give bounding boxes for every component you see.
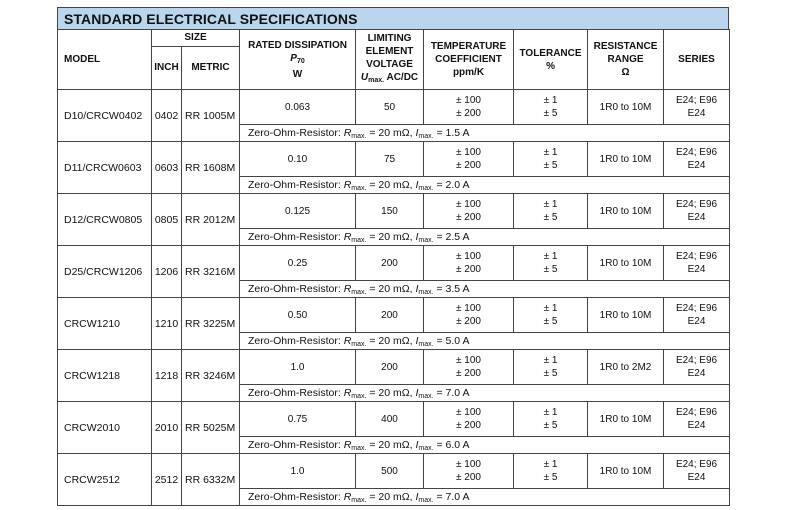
header-tolerance: TOLERANCE %: [514, 30, 588, 90]
voltage-cell: 150: [356, 194, 424, 229]
header-rated-dissipation: RATED DISSIPATION $P_{70}$ W: [240, 30, 356, 90]
metric-cell: RR 1005M: [182, 90, 240, 142]
table-row: [58, 402, 730, 437]
metric-cell: RR 1608M: [182, 142, 240, 194]
voltage-cell: 400: [356, 402, 424, 437]
model-cell: CRCW2010: [58, 402, 152, 454]
table-row: [58, 350, 730, 385]
power-cell: 0.75: [240, 402, 356, 437]
spec-table-body: [58, 90, 730, 506]
model-cell: CRCW2512: [58, 454, 152, 506]
zero-ohm-note: Zero-Ohm-Resistor: $R_{max.} = 20$ mΩ, $I_{max.} = 5.0$ A: [240, 333, 730, 350]
series-cell: E24; E96 E24: [664, 350, 730, 385]
inch-cell: 2512: [152, 454, 182, 506]
inch-cell: 1218: [152, 350, 182, 402]
tolerance-cell: ± 1 ± 5: [514, 402, 588, 437]
series-cell: E24; E96 E24: [664, 142, 730, 177]
header-inch: INCH: [152, 47, 182, 90]
zero-ohm-note: Zero-Ohm-Resistor: $R_{max.} = 20$ mΩ, $I_{max.} = 2.5$ A: [240, 229, 730, 246]
tolerance-cell: ± 1 ± 5: [514, 246, 588, 281]
series-cell: E24; E96 E24: [664, 454, 730, 489]
table-row: [58, 454, 730, 489]
range-cell: 1R0 to 10M: [588, 90, 664, 125]
model-cell: CRCW1210: [58, 298, 152, 350]
power-cell: 1.0: [240, 350, 356, 385]
metric-cell: RR 6332M: [182, 454, 240, 506]
tolerance-cell: ± 1 ± 5: [514, 194, 588, 229]
table-row: [58, 142, 730, 177]
header-series: SERIES: [664, 30, 730, 90]
power-cell: 1.0: [240, 454, 356, 489]
model-cell: CRCW1218: [58, 350, 152, 402]
table-row: [58, 298, 730, 333]
tcr-cell: ± 100 ± 200: [424, 90, 514, 125]
power-cell: 0.10: [240, 142, 356, 177]
header-temperature-coefficient: TEMPERATURE COEFFICIENT ppm/K: [424, 30, 514, 90]
metric-cell: RR 2012M: [182, 194, 240, 246]
table-row: [58, 90, 730, 125]
tcr-cell: ± 100 ± 200: [424, 246, 514, 281]
inch-cell: 1206: [152, 246, 182, 298]
metric-cell: RR 5025M: [182, 402, 240, 454]
model-cell: D12/CRCW0805: [58, 194, 152, 246]
range-cell: 1R0 to 10M: [588, 194, 664, 229]
model-cell: D10/CRCW0402: [58, 90, 152, 142]
zero-ohm-note: Zero-Ohm-Resistor: $R_{max.} = 20$ mΩ, $I_{max.} = 3.5$ A: [240, 281, 730, 298]
series-cell: E24; E96 E24: [664, 402, 730, 437]
zero-ohm-note: Zero-Ohm-Resistor: $R_{max.} = 20$ mΩ, $I_{max.} = 7.0$ A: [240, 489, 730, 506]
header-resistance-range: RESISTANCE RANGE Ω: [588, 30, 664, 90]
range-cell: 1R0 to 10M: [588, 402, 664, 437]
inch-cell: 0603: [152, 142, 182, 194]
tcr-cell: ± 100 ± 200: [424, 402, 514, 437]
tcr-cell: ± 100 ± 200: [424, 454, 514, 489]
power-cell: 0.25: [240, 246, 356, 281]
voltage-cell: 200: [356, 298, 424, 333]
table-title: STANDARD ELECTRICAL SPECIFICATIONS: [57, 7, 729, 29]
inch-cell: 0402: [152, 90, 182, 142]
table-row: [58, 246, 730, 281]
range-cell: 1R0 to 10M: [588, 454, 664, 489]
power-cell: 0.063: [240, 90, 356, 125]
voltage-cell: 200: [356, 246, 424, 281]
range-cell: 1R0 to 10M: [588, 246, 664, 281]
header-metric: METRIC: [182, 47, 240, 90]
spec-table: [57, 29, 730, 506]
spec-sheet: [57, 7, 729, 506]
range-cell: 1R0 to 2M2: [588, 350, 664, 385]
series-cell: E24; E96 E24: [664, 194, 730, 229]
zero-ohm-note: Zero-Ohm-Resistor: $R_{max.} = 20$ mΩ, $I_{max.} = 7.0$ A: [240, 385, 730, 402]
tcr-cell: ± 100 ± 200: [424, 194, 514, 229]
power-cell: 0.125: [240, 194, 356, 229]
inch-cell: 0805: [152, 194, 182, 246]
series-cell: E24; E96 E24: [664, 298, 730, 333]
range-cell: 1R0 to 10M: [588, 142, 664, 177]
metric-cell: RR 3246M: [182, 350, 240, 402]
tcr-cell: ± 100 ± 200: [424, 298, 514, 333]
voltage-cell: 200: [356, 350, 424, 385]
tolerance-cell: ± 1 ± 5: [514, 298, 588, 333]
metric-cell: RR 3225M: [182, 298, 240, 350]
series-cell: E24; E96 E24: [664, 246, 730, 281]
inch-cell: 1210: [152, 298, 182, 350]
tcr-cell: ± 100 ± 200: [424, 350, 514, 385]
tcr-cell: ± 100 ± 200: [424, 142, 514, 177]
header-limiting-voltage: LIMITING ELEMENT VOLTAGE $U_{max.}$ AC/DC: [356, 30, 424, 90]
tolerance-cell: ± 1 ± 5: [514, 142, 588, 177]
table-row: [58, 194, 730, 229]
header-model: MODEL: [58, 30, 152, 90]
header-size: SIZE: [152, 30, 240, 47]
model-cell: D11/CRCW0603: [58, 142, 152, 194]
series-cell: E24; E96 E24: [664, 90, 730, 125]
power-cell: 0.50: [240, 298, 356, 333]
tolerance-cell: ± 1 ± 5: [514, 454, 588, 489]
voltage-cell: 75: [356, 142, 424, 177]
zero-ohm-note: Zero-Ohm-Resistor: $R_{max.} = 20$ mΩ, $I_{max.} = 2.0$ A: [240, 177, 730, 194]
voltage-cell: 50: [356, 90, 424, 125]
inch-cell: 2010: [152, 402, 182, 454]
model-cell: D25/CRCW1206: [58, 246, 152, 298]
range-cell: 1R0 to 10M: [588, 298, 664, 333]
zero-ohm-note: Zero-Ohm-Resistor: $R_{max.} = 20$ mΩ, $I_{max.} = 6.0$ A: [240, 437, 730, 454]
tolerance-cell: ± 1 ± 5: [514, 90, 588, 125]
tolerance-cell: ± 1 ± 5: [514, 350, 588, 385]
voltage-cell: 500: [356, 454, 424, 489]
zero-ohm-note: Zero-Ohm-Resistor: $R_{max.} = 20$ mΩ, $I_{max.} = 1.5$ A: [240, 125, 730, 142]
metric-cell: RR 3216M: [182, 246, 240, 298]
